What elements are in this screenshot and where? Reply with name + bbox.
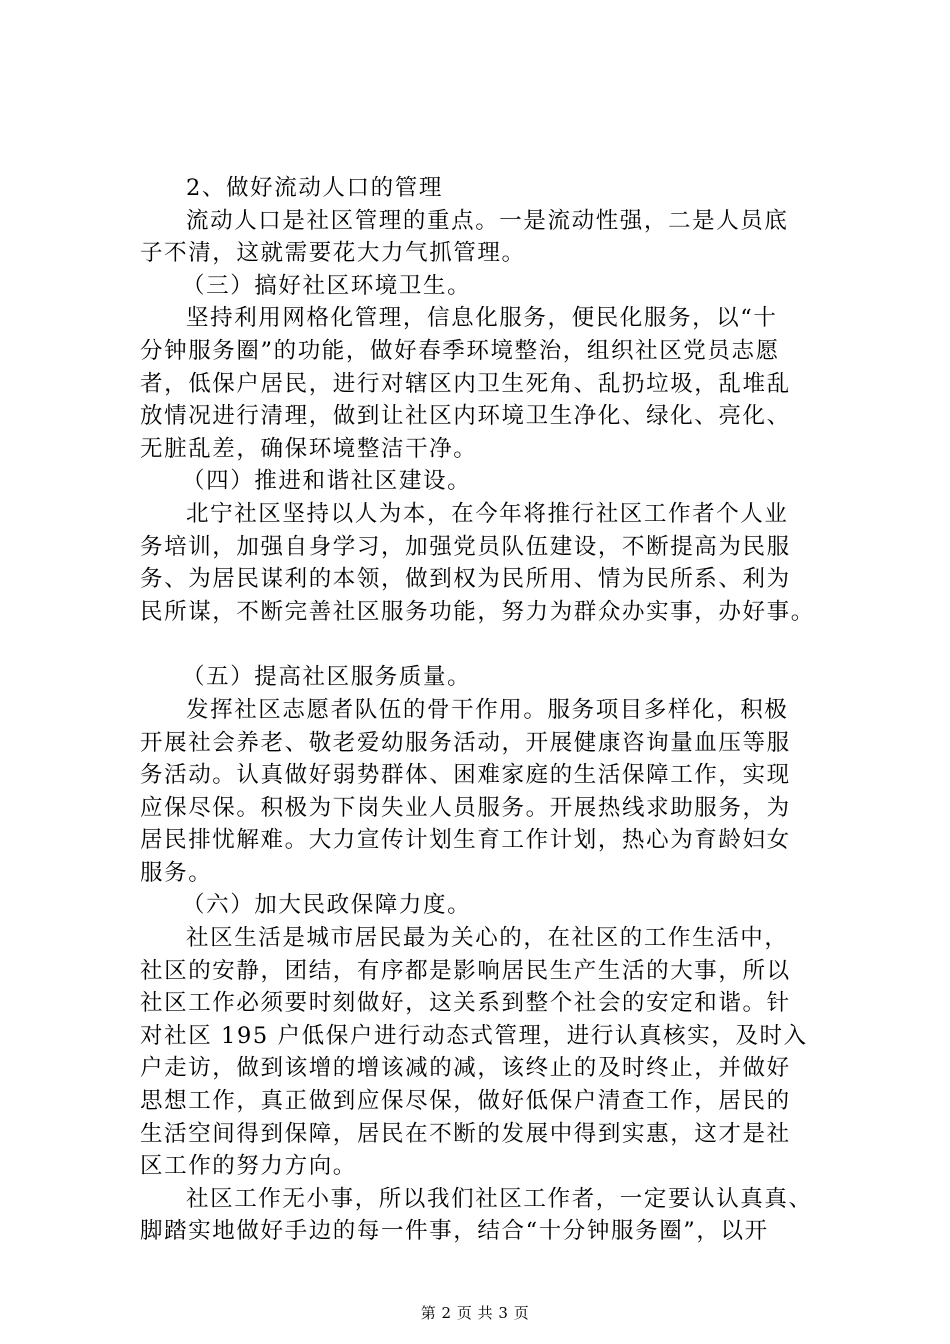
text-line: 者，低保户居民，进行对辖区内卫生死角、乱扔垃圾，乱堆乱 <box>140 370 791 397</box>
section-heading: （三）搞好社区环境卫生。 <box>182 272 472 299</box>
page-footer: 第 2 页 共 3 页 <box>420 1304 530 1322</box>
section-heading: （六）加大民政保障力度。 <box>182 892 472 919</box>
text-line: 脚踏实地做好手边的每一件事，结合“十分钟服务圈”，以开 <box>140 1218 769 1245</box>
text-line: 北宁社区坚持以人为本，在今年将推行社区工作者个人业 <box>186 500 789 527</box>
text-line: 户走访，做到该增的增该减的减，该终止的及时终止，并做好 <box>140 1055 791 1082</box>
paragraph-gap <box>140 628 855 661</box>
text-line: 务培训，加强自身学习，加强党员队伍建设，不断提高为民服 <box>140 533 791 560</box>
text-line: 务活动。认真做好弱势群体、困难家庭的生活保障工作，实现 <box>140 762 791 789</box>
text-line: 对社区 195 户低保户进行动态式管理，进行认真核实，及时入 <box>140 1022 808 1049</box>
text-line: 区工作的努力方向。 <box>140 1153 357 1180</box>
text-line: 应保尽保。积极为下岗失业人员服务。开展热线求助服务，为 <box>140 794 791 821</box>
text-line: 民所谋，不断完善社区服务功能，努力为群众办实事，办好事。 <box>140 598 815 625</box>
text-line: 发挥社区志愿者队伍的骨干作用。服务项目多样化，积极 <box>186 696 789 723</box>
text-line: 分钟服务圈”的功能，做好春季环境整治，组织社区党员志愿 <box>140 337 780 364</box>
text-line: 子不清，这就需要花大力气抓管理。 <box>140 240 526 267</box>
text-line: 无脏乱差，确保环境整洁干净。 <box>140 435 478 462</box>
text-line: 坚持利用网格化管理，信息化服务，便民化服务，以“十 <box>186 305 778 332</box>
text-line: 流动人口是社区管理的重点。一是流动性强，二是人员底 <box>186 207 789 234</box>
document-body <box>140 172 855 1248</box>
section-heading: （四）推进和谐社区建设。 <box>182 468 472 495</box>
text-line: 生活空间得到保障，居民在不断的发展中得到实惠，这才是社 <box>140 1120 791 1147</box>
text-line: 社区工作必须要时刻做好，这关系到整个社会的安定和谐。针 <box>140 990 791 1017</box>
text-line: 务、为居民谋利的本领，做到权为民所用、情为民所系、利为 <box>140 566 791 593</box>
text-line: 居民排忧解难。大力宣传计划生育工作计划，热心为育龄妇女 <box>140 827 791 854</box>
text-line: 2、做好流动人口的管理 <box>186 175 443 201</box>
text-line: 思想工作，真正做到应保尽保，做好低保户清查工作，居民的 <box>140 1088 791 1115</box>
text-line: 社区生活是城市居民最为关心的，在社区的工作生活中， <box>186 925 789 952</box>
text-line: 开展社会养老、敬老爱幼服务活动，开展健康咨询量血压等服 <box>140 729 791 756</box>
text-line: 放情况进行清理，做到让社区内环境卫生净化、绿化、亮化、 <box>140 403 791 430</box>
text-line: 社区的安静，团结，有序都是影响居民生产生活的大事，所以 <box>140 957 791 984</box>
text-line: 服务。 <box>140 859 213 886</box>
section-heading: （五）提高社区服务质量。 <box>182 664 472 691</box>
text-line: 社区工作无小事，所以我们社区工作者，一定要认认真真、 <box>186 1185 813 1212</box>
